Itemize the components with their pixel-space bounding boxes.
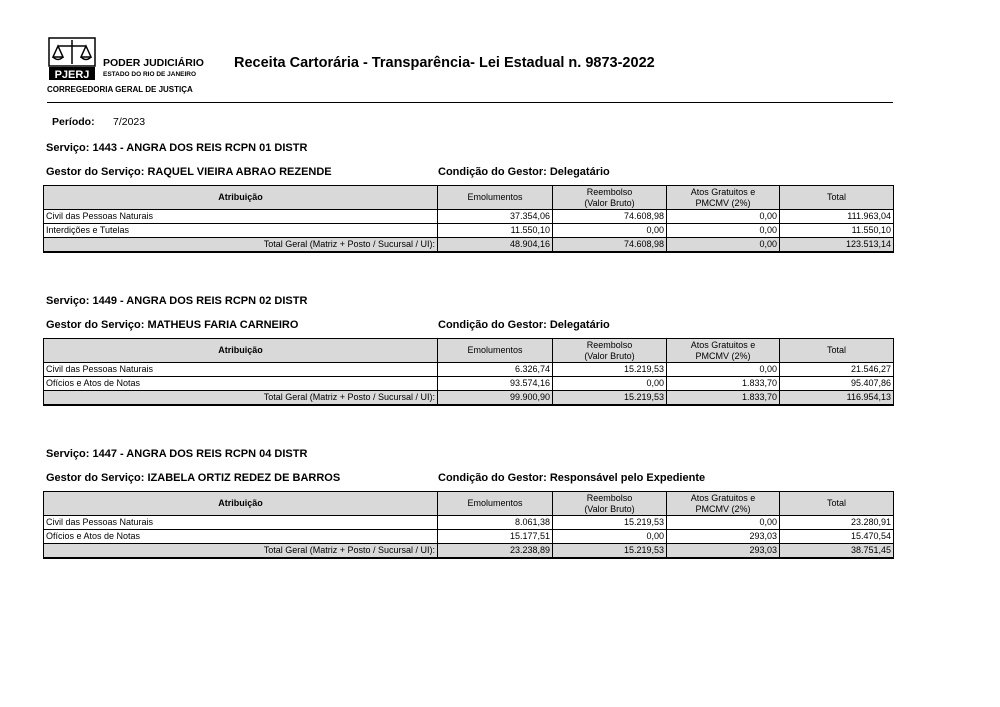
service-title: Serviço: 1443 - ANGRA DOS REIS RCPN 01 DISTR <box>46 142 308 154</box>
col-total: Total <box>780 492 894 516</box>
revenue-table <box>43 491 894 559</box>
col-atos-gratuitos: Atos Gratuitos e PMCMV (2%) <box>667 186 780 210</box>
cell-atos: 0,00 <box>667 210 780 224</box>
cell-atribuicao: Civil das Pessoas Naturais <box>44 516 438 530</box>
table-row <box>44 377 894 391</box>
cell-atos: 0,00 <box>667 516 780 530</box>
col-total: Total <box>780 339 894 363</box>
col-reembolso: Reembolso (Valor Bruto) <box>553 339 667 363</box>
col-atribuicao: Atribuição <box>44 186 438 210</box>
table-row <box>44 530 894 544</box>
service-title: Serviço: 1447 - ANGRA DOS REIS RCPN 04 DISTR <box>46 448 308 460</box>
col-emolumentos: Emolumentos <box>438 186 553 210</box>
cell-total: 11.550,10 <box>780 224 894 238</box>
manager-condition: Condição do Gestor: Responsável pelo Expediente <box>438 472 706 484</box>
total-total: 116.954,13 <box>780 391 894 406</box>
periodo-value: 7/2023 <box>113 116 146 128</box>
cell-atribuicao: Ofícios e Atos de Notas <box>44 377 438 391</box>
cell-total: 15.470,54 <box>780 530 894 544</box>
table-total-row <box>44 238 894 253</box>
cell-reembolso: 15.219,53 <box>553 516 667 530</box>
col-emolumentos: Emolumentos <box>438 492 553 516</box>
cell-reembolso: 74.608,98 <box>553 210 667 224</box>
cell-reembolso: 0,00 <box>553 224 667 238</box>
total-reembolso: 15.219,53 <box>553 391 667 406</box>
cell-emolumentos: 93.574,16 <box>438 377 553 391</box>
total-label: Total Geral (Matriz + Posto / Sucursal / UI): <box>44 238 438 253</box>
col-atos-gratuitos: Atos Gratuitos e PMCMV (2%) <box>667 339 780 363</box>
total-emolumentos: 23.238,89 <box>438 544 553 559</box>
service-title: Serviço: 1449 - ANGRA DOS REIS RCPN 02 DISTR <box>46 295 308 307</box>
total-label: Total Geral (Matriz + Posto / Sucursal / UI): <box>44 391 438 406</box>
cell-emolumentos: 11.550,10 <box>438 224 553 238</box>
page-title: Receita Cartorária - Transparência- Lei Estadual n. 9873-2022 <box>234 55 655 71</box>
cell-emolumentos: 6.326,74 <box>438 363 553 377</box>
cell-atribuicao: Ofícios e Atos de Notas <box>44 530 438 544</box>
col-atribuicao: Atribuição <box>44 492 438 516</box>
cell-emolumentos: 37.354,06 <box>438 210 553 224</box>
table-header-row <box>44 186 894 210</box>
col-reembolso: Reembolso (Valor Bruto) <box>553 186 667 210</box>
col-reembolso: Reembolso (Valor Bruto) <box>553 492 667 516</box>
cell-emolumentos: 15.177,51 <box>438 530 553 544</box>
col-atribuicao: Atribuição <box>44 339 438 363</box>
cell-emolumentos: 8.061,38 <box>438 516 553 530</box>
cell-atribuicao: Civil das Pessoas Naturais <box>44 363 438 377</box>
table-row <box>44 224 894 238</box>
total-reembolso: 15.219,53 <box>553 544 667 559</box>
total-emolumentos: 48.904,16 <box>438 238 553 253</box>
col-emolumentos: Emolumentos <box>438 339 553 363</box>
pjerj-logo <box>48 37 96 81</box>
cell-atos: 293,03 <box>667 530 780 544</box>
cell-reembolso: 15.219,53 <box>553 363 667 377</box>
table-row <box>44 516 894 530</box>
org-unit: CORREGEDORIA GERAL DE JUSTIÇA <box>47 85 193 94</box>
header-divider <box>47 102 893 103</box>
cell-atos: 1.833,70 <box>667 377 780 391</box>
table-total-row <box>44 391 894 406</box>
cell-reembolso: 0,00 <box>553 530 667 544</box>
total-label: Total Geral (Matriz + Posto / Sucursal / UI): <box>44 544 438 559</box>
cell-atos: 0,00 <box>667 363 780 377</box>
total-atos: 1.833,70 <box>667 391 780 406</box>
org-name: PODER JUDICIÁRIO <box>103 57 204 69</box>
total-total: 38.751,45 <box>780 544 894 559</box>
col-total: Total <box>780 186 894 210</box>
table-total-row <box>44 544 894 559</box>
org-state: ESTADO DO RIO DE JANEIRO <box>103 71 197 78</box>
cell-atribuicao: Interdições e Tutelas <box>44 224 438 238</box>
service-manager: Gestor do Serviço: IZABELA ORTIZ REDEZ DE BARROS <box>46 472 341 484</box>
total-emolumentos: 99.900,90 <box>438 391 553 406</box>
cell-atos: 0,00 <box>667 224 780 238</box>
total-total: 123.513,14 <box>780 238 894 253</box>
cell-total: 95.407,86 <box>780 377 894 391</box>
cell-reembolso: 0,00 <box>553 377 667 391</box>
total-reembolso: 74.608,98 <box>553 238 667 253</box>
cell-total: 21.546,27 <box>780 363 894 377</box>
table-header-row <box>44 339 894 363</box>
table-header-row <box>44 492 894 516</box>
service-manager: Gestor do Serviço: MATHEUS FARIA CARNEIRO <box>46 319 299 331</box>
cell-total: 111.963,04 <box>780 210 894 224</box>
total-atos: 293,03 <box>667 544 780 559</box>
cell-total: 23.280,91 <box>780 516 894 530</box>
table-row <box>44 363 894 377</box>
table-row <box>44 210 894 224</box>
revenue-table <box>43 185 894 253</box>
manager-condition: Condição do Gestor: Delegatário <box>438 319 610 331</box>
revenue-table <box>43 338 894 406</box>
col-atos-gratuitos: Atos Gratuitos e PMCMV (2%) <box>667 492 780 516</box>
manager-condition: Condição do Gestor: Delegatário <box>438 166 610 178</box>
cell-atribuicao: Civil das Pessoas Naturais <box>44 210 438 224</box>
service-manager: Gestor do Serviço: RAQUEL VIEIRA ABRAO REZENDE <box>46 166 332 178</box>
total-atos: 0,00 <box>667 238 780 253</box>
logo-wordmark: PJERJ <box>54 69 90 81</box>
periodo-label: Período: <box>52 116 95 128</box>
